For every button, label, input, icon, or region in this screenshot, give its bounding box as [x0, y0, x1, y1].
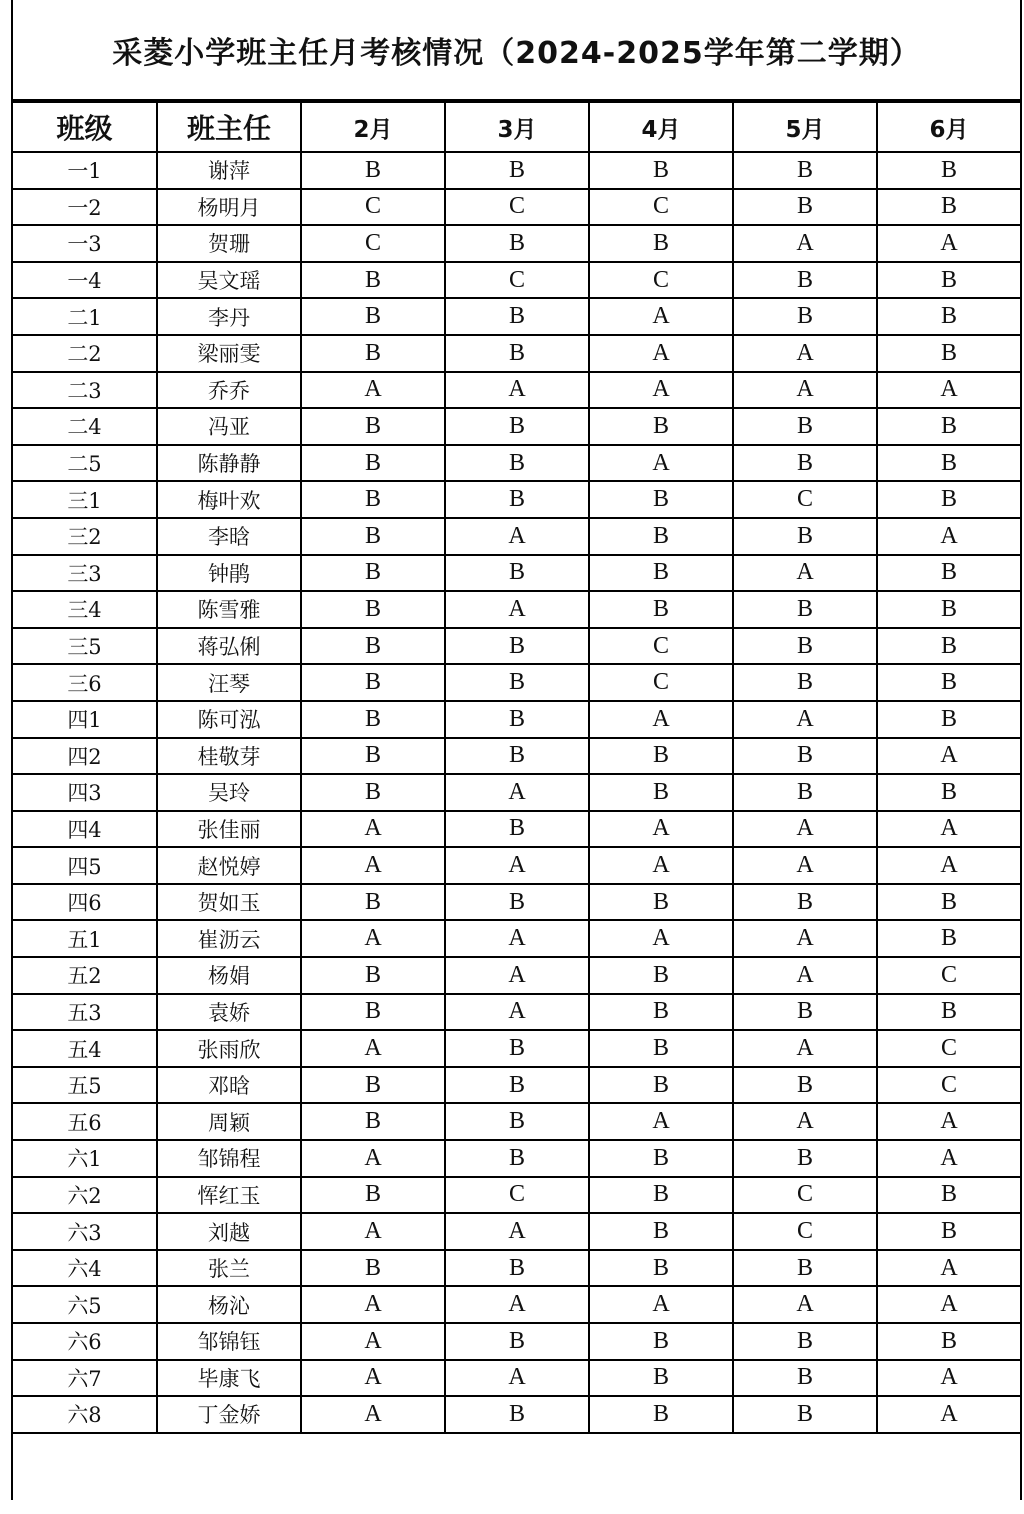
- mar-grade-cell: B: [445, 884, 589, 921]
- apr-grade-cell: B: [589, 994, 733, 1031]
- class-cell: 五5: [13, 1067, 157, 1104]
- mar-grade-cell: A: [445, 774, 589, 811]
- class-cell: 五2: [13, 957, 157, 994]
- class-cell: 二4: [13, 408, 157, 445]
- assessment-table: [13, 101, 1020, 1434]
- apr-grade-cell: B: [589, 1213, 733, 1250]
- feb-grade-cell: C: [301, 189, 445, 226]
- jun-grade-cell: A: [877, 1103, 1020, 1140]
- apr-grade-cell: B: [589, 1250, 733, 1287]
- class-cell: 四6: [13, 884, 157, 921]
- apr-grade-cell: B: [589, 481, 733, 518]
- mar-grade-cell: A: [445, 994, 589, 1031]
- teacher-cell: 毕康飞: [157, 1360, 301, 1397]
- feb-grade-cell: B: [301, 628, 445, 665]
- jun-grade-cell: A: [877, 225, 1020, 262]
- table-row: [13, 774, 1020, 811]
- table-row: [13, 738, 1020, 775]
- table-row: [13, 1213, 1020, 1250]
- apr-grade-cell: B: [589, 1396, 733, 1433]
- feb-grade-cell: A: [301, 920, 445, 957]
- table-row: [13, 628, 1020, 665]
- mar-grade-cell: A: [445, 372, 589, 409]
- table-row: [13, 1360, 1020, 1397]
- jun-grade-cell: B: [877, 1213, 1020, 1250]
- jun-grade-cell: B: [877, 591, 1020, 628]
- feb-grade-cell: B: [301, 408, 445, 445]
- may-grade-cell: B: [733, 664, 877, 701]
- may-grade-cell: A: [733, 335, 877, 372]
- jun-grade-cell: C: [877, 957, 1020, 994]
- apr-grade-cell: B: [589, 1323, 733, 1360]
- feb-grade-cell: A: [301, 372, 445, 409]
- may-grade-cell: B: [733, 408, 877, 445]
- may-grade-cell: B: [733, 152, 877, 189]
- teacher-cell: 冯亚: [157, 408, 301, 445]
- teacher-cell: 杨娟: [157, 957, 301, 994]
- class-cell: 三5: [13, 628, 157, 665]
- teacher-cell: 张兰: [157, 1250, 301, 1287]
- may-grade-cell: B: [733, 994, 877, 1031]
- may-grade-cell: B: [733, 884, 877, 921]
- mar-grade-cell: B: [445, 408, 589, 445]
- apr-grade-cell: A: [589, 1286, 733, 1323]
- mar-grade-cell: B: [445, 298, 589, 335]
- apr-grade-cell: A: [589, 811, 733, 848]
- table-row: [13, 1250, 1020, 1287]
- apr-grade-cell: B: [589, 1177, 733, 1214]
- teacher-cell: 邹锦程: [157, 1140, 301, 1177]
- apr-grade-cell: B: [589, 152, 733, 189]
- jun-grade-cell: A: [877, 811, 1020, 848]
- table-row: [13, 1323, 1020, 1360]
- table-row: [13, 957, 1020, 994]
- feb-grade-cell: A: [301, 811, 445, 848]
- feb-grade-cell: B: [301, 664, 445, 701]
- feb-grade-cell: A: [301, 1140, 445, 1177]
- may-grade-cell: A: [733, 847, 877, 884]
- teacher-cell: 恽红玉: [157, 1177, 301, 1214]
- teacher-cell: 杨明月: [157, 189, 301, 226]
- feb-grade-cell: B: [301, 262, 445, 299]
- may-grade-cell: A: [733, 811, 877, 848]
- apr-grade-cell: B: [589, 225, 733, 262]
- class-cell: 六5: [13, 1286, 157, 1323]
- mar-grade-cell: C: [445, 1177, 589, 1214]
- class-cell: 五4: [13, 1030, 157, 1067]
- table-row: [13, 1067, 1020, 1104]
- mar-grade-cell: B: [445, 225, 589, 262]
- class-cell: 四2: [13, 738, 157, 775]
- teacher-cell: 邓晗: [157, 1067, 301, 1104]
- table-row: [13, 262, 1020, 299]
- teacher-cell: 丁金娇: [157, 1396, 301, 1433]
- class-cell: 三2: [13, 518, 157, 555]
- jun-grade-cell: B: [877, 408, 1020, 445]
- teacher-cell: 李晗: [157, 518, 301, 555]
- mar-grade-cell: B: [445, 811, 589, 848]
- feb-grade-cell: B: [301, 555, 445, 592]
- jun-grade-cell: B: [877, 481, 1020, 518]
- apr-grade-cell: C: [589, 664, 733, 701]
- may-grade-cell: A: [733, 555, 877, 592]
- may-grade-cell: B: [733, 262, 877, 299]
- teacher-cell: 陈可泓: [157, 701, 301, 738]
- teacher-cell: 陈静静: [157, 445, 301, 482]
- may-grade-cell: A: [733, 1286, 877, 1323]
- table-row: [13, 1177, 1020, 1214]
- mar-grade-cell: B: [445, 628, 589, 665]
- mar-grade-cell: B: [445, 1067, 589, 1104]
- table-row: [13, 555, 1020, 592]
- class-cell: 六3: [13, 1213, 157, 1250]
- may-grade-cell: B: [733, 628, 877, 665]
- mar-grade-cell: B: [445, 445, 589, 482]
- apr-grade-cell: A: [589, 847, 733, 884]
- table-row: [13, 1140, 1020, 1177]
- jun-grade-cell: A: [877, 738, 1020, 775]
- may-grade-cell: C: [733, 1213, 877, 1250]
- teacher-cell: 张佳丽: [157, 811, 301, 848]
- header-mar: 3月: [445, 102, 589, 152]
- table-row: [13, 408, 1020, 445]
- table-row: [13, 811, 1020, 848]
- may-grade-cell: B: [733, 591, 877, 628]
- apr-grade-cell: B: [589, 774, 733, 811]
- jun-grade-cell: A: [877, 518, 1020, 555]
- teacher-cell: 袁娇: [157, 994, 301, 1031]
- mar-grade-cell: B: [445, 1396, 589, 1433]
- header-apr: 4月: [589, 102, 733, 152]
- mar-grade-cell: B: [445, 335, 589, 372]
- class-cell: 二2: [13, 335, 157, 372]
- may-grade-cell: B: [733, 738, 877, 775]
- jun-grade-cell: A: [877, 1396, 1020, 1433]
- mar-grade-cell: A: [445, 1213, 589, 1250]
- mar-grade-cell: A: [445, 1286, 589, 1323]
- jun-grade-cell: A: [877, 372, 1020, 409]
- class-cell: 四1: [13, 701, 157, 738]
- table-row: [13, 884, 1020, 921]
- may-grade-cell: B: [733, 1250, 877, 1287]
- apr-grade-cell: B: [589, 1067, 733, 1104]
- may-grade-cell: A: [733, 920, 877, 957]
- table-row: [13, 518, 1020, 555]
- jun-grade-cell: A: [877, 1250, 1020, 1287]
- mar-grade-cell: A: [445, 1360, 589, 1397]
- may-grade-cell: A: [733, 701, 877, 738]
- feb-grade-cell: B: [301, 152, 445, 189]
- feb-grade-cell: C: [301, 225, 445, 262]
- teacher-cell: 蒋弘俐: [157, 628, 301, 665]
- teacher-cell: 汪琴: [157, 664, 301, 701]
- assessment-sheet: [11, 0, 1022, 1500]
- may-grade-cell: A: [733, 957, 877, 994]
- jun-grade-cell: A: [877, 1360, 1020, 1397]
- table-row: [13, 1286, 1020, 1323]
- jun-grade-cell: B: [877, 994, 1020, 1031]
- page-title: 采菱小学班主任月考核情况（2024-2025学年第二学期）: [13, 0, 1020, 101]
- apr-grade-cell: B: [589, 408, 733, 445]
- table-row: [13, 189, 1020, 226]
- may-grade-cell: A: [733, 1030, 877, 1067]
- feb-grade-cell: A: [301, 1286, 445, 1323]
- mar-grade-cell: B: [445, 1030, 589, 1067]
- may-grade-cell: B: [733, 1067, 877, 1104]
- jun-grade-cell: B: [877, 1177, 1020, 1214]
- table-row: [13, 1103, 1020, 1140]
- feb-grade-cell: B: [301, 994, 445, 1031]
- mar-grade-cell: B: [445, 1250, 589, 1287]
- teacher-cell: 吴文瑶: [157, 262, 301, 299]
- table-row: [13, 335, 1020, 372]
- may-grade-cell: B: [733, 1360, 877, 1397]
- class-cell: 一1: [13, 152, 157, 189]
- jun-grade-cell: B: [877, 664, 1020, 701]
- class-cell: 四4: [13, 811, 157, 848]
- apr-grade-cell: A: [589, 372, 733, 409]
- apr-grade-cell: A: [589, 1103, 733, 1140]
- jun-grade-cell: C: [877, 1030, 1020, 1067]
- teacher-cell: 陈雪雅: [157, 591, 301, 628]
- table-row: [13, 701, 1020, 738]
- header-feb: 2月: [301, 102, 445, 152]
- teacher-cell: 杨沁: [157, 1286, 301, 1323]
- apr-grade-cell: A: [589, 335, 733, 372]
- apr-grade-cell: A: [589, 445, 733, 482]
- feb-grade-cell: B: [301, 1250, 445, 1287]
- class-cell: 三6: [13, 664, 157, 701]
- table-row: [13, 481, 1020, 518]
- may-grade-cell: B: [733, 298, 877, 335]
- header-jun: 6月: [877, 102, 1020, 152]
- jun-grade-cell: B: [877, 335, 1020, 372]
- jun-grade-cell: B: [877, 1323, 1020, 1360]
- jun-grade-cell: B: [877, 774, 1020, 811]
- teacher-cell: 邹锦钰: [157, 1323, 301, 1360]
- jun-grade-cell: B: [877, 884, 1020, 921]
- feb-grade-cell: A: [301, 1360, 445, 1397]
- teacher-cell: 钟鹃: [157, 555, 301, 592]
- mar-grade-cell: B: [445, 1103, 589, 1140]
- table-row: [13, 1396, 1020, 1433]
- may-grade-cell: B: [733, 1396, 877, 1433]
- table-row: [13, 847, 1020, 884]
- apr-grade-cell: B: [589, 555, 733, 592]
- feb-grade-cell: A: [301, 1030, 445, 1067]
- mar-grade-cell: B: [445, 701, 589, 738]
- header-row: [13, 102, 1020, 152]
- apr-grade-cell: B: [589, 1030, 733, 1067]
- teacher-cell: 张雨欣: [157, 1030, 301, 1067]
- class-cell: 六1: [13, 1140, 157, 1177]
- mar-grade-cell: B: [445, 481, 589, 518]
- table-row: [13, 591, 1020, 628]
- feb-grade-cell: A: [301, 1323, 445, 1360]
- jun-grade-cell: B: [877, 445, 1020, 482]
- table-row: [13, 1030, 1020, 1067]
- apr-grade-cell: C: [589, 189, 733, 226]
- mar-grade-cell: A: [445, 591, 589, 628]
- class-cell: 一3: [13, 225, 157, 262]
- class-cell: 四3: [13, 774, 157, 811]
- jun-grade-cell: B: [877, 262, 1020, 299]
- may-grade-cell: A: [733, 1103, 877, 1140]
- table-row: [13, 225, 1020, 262]
- feb-grade-cell: B: [301, 1067, 445, 1104]
- may-grade-cell: C: [733, 481, 877, 518]
- class-cell: 二3: [13, 372, 157, 409]
- jun-grade-cell: B: [877, 701, 1020, 738]
- teacher-cell: 梁丽雯: [157, 335, 301, 372]
- jun-grade-cell: B: [877, 152, 1020, 189]
- class-cell: 五1: [13, 920, 157, 957]
- feb-grade-cell: B: [301, 481, 445, 518]
- class-cell: 五3: [13, 994, 157, 1031]
- table-row: [13, 152, 1020, 189]
- jun-grade-cell: A: [877, 847, 1020, 884]
- class-cell: 二5: [13, 445, 157, 482]
- teacher-cell: 桂敬芽: [157, 738, 301, 775]
- feb-grade-cell: B: [301, 298, 445, 335]
- teacher-cell: 贺珊: [157, 225, 301, 262]
- apr-grade-cell: B: [589, 738, 733, 775]
- header-may: 5月: [733, 102, 877, 152]
- feb-grade-cell: B: [301, 738, 445, 775]
- class-cell: 六2: [13, 1177, 157, 1214]
- teacher-cell: 刘越: [157, 1213, 301, 1250]
- teacher-cell: 赵悦婷: [157, 847, 301, 884]
- header-teacher: 班主任: [157, 102, 301, 152]
- apr-grade-cell: A: [589, 298, 733, 335]
- teacher-cell: 崔沥云: [157, 920, 301, 957]
- jun-grade-cell: B: [877, 298, 1020, 335]
- teacher-cell: 谢萍: [157, 152, 301, 189]
- jun-grade-cell: A: [877, 1286, 1020, 1323]
- mar-grade-cell: A: [445, 847, 589, 884]
- teacher-cell: 贺如玉: [157, 884, 301, 921]
- may-grade-cell: A: [733, 372, 877, 409]
- may-grade-cell: B: [733, 518, 877, 555]
- mar-grade-cell: C: [445, 262, 589, 299]
- may-grade-cell: A: [733, 225, 877, 262]
- teacher-cell: 梅叶欢: [157, 481, 301, 518]
- apr-grade-cell: B: [589, 591, 733, 628]
- apr-grade-cell: B: [589, 1360, 733, 1397]
- table-row: [13, 372, 1020, 409]
- mar-grade-cell: A: [445, 518, 589, 555]
- class-cell: 一4: [13, 262, 157, 299]
- mar-grade-cell: B: [445, 738, 589, 775]
- class-cell: 四5: [13, 847, 157, 884]
- mar-grade-cell: B: [445, 1323, 589, 1360]
- jun-grade-cell: A: [877, 1140, 1020, 1177]
- jun-grade-cell: B: [877, 555, 1020, 592]
- class-cell: 三1: [13, 481, 157, 518]
- class-cell: 一2: [13, 189, 157, 226]
- may-grade-cell: B: [733, 774, 877, 811]
- apr-grade-cell: B: [589, 518, 733, 555]
- feb-grade-cell: A: [301, 1396, 445, 1433]
- mar-grade-cell: B: [445, 1140, 589, 1177]
- teacher-cell: 李丹: [157, 298, 301, 335]
- feb-grade-cell: B: [301, 774, 445, 811]
- table-row: [13, 298, 1020, 335]
- table-row: [13, 445, 1020, 482]
- jun-grade-cell: C: [877, 1067, 1020, 1104]
- feb-grade-cell: B: [301, 335, 445, 372]
- table-row: [13, 920, 1020, 957]
- feb-grade-cell: A: [301, 1213, 445, 1250]
- table-row: [13, 994, 1020, 1031]
- class-cell: 六4: [13, 1250, 157, 1287]
- apr-grade-cell: C: [589, 628, 733, 665]
- class-cell: 六7: [13, 1360, 157, 1397]
- may-grade-cell: B: [733, 189, 877, 226]
- mar-grade-cell: B: [445, 664, 589, 701]
- apr-grade-cell: B: [589, 1140, 733, 1177]
- class-cell: 三4: [13, 591, 157, 628]
- apr-grade-cell: B: [589, 884, 733, 921]
- jun-grade-cell: B: [877, 628, 1020, 665]
- class-cell: 二1: [13, 298, 157, 335]
- teacher-cell: 乔乔: [157, 372, 301, 409]
- may-grade-cell: B: [733, 1140, 877, 1177]
- feb-grade-cell: B: [301, 701, 445, 738]
- may-grade-cell: C: [733, 1177, 877, 1214]
- table-row: [13, 664, 1020, 701]
- feb-grade-cell: B: [301, 1103, 445, 1140]
- class-cell: 五6: [13, 1103, 157, 1140]
- class-cell: 六6: [13, 1323, 157, 1360]
- apr-grade-cell: A: [589, 920, 733, 957]
- mar-grade-cell: A: [445, 920, 589, 957]
- feb-grade-cell: B: [301, 445, 445, 482]
- feb-grade-cell: B: [301, 518, 445, 555]
- feb-grade-cell: A: [301, 847, 445, 884]
- class-cell: 六8: [13, 1396, 157, 1433]
- mar-grade-cell: C: [445, 189, 589, 226]
- feb-grade-cell: B: [301, 591, 445, 628]
- may-grade-cell: B: [733, 445, 877, 482]
- feb-grade-cell: B: [301, 884, 445, 921]
- may-grade-cell: B: [733, 1323, 877, 1360]
- jun-grade-cell: B: [877, 189, 1020, 226]
- mar-grade-cell: A: [445, 957, 589, 994]
- mar-grade-cell: B: [445, 152, 589, 189]
- apr-grade-cell: A: [589, 701, 733, 738]
- feb-grade-cell: B: [301, 957, 445, 994]
- teacher-cell: 周颖: [157, 1103, 301, 1140]
- class-cell: 三3: [13, 555, 157, 592]
- jun-grade-cell: B: [877, 920, 1020, 957]
- header-class: 班级: [13, 102, 157, 152]
- mar-grade-cell: B: [445, 555, 589, 592]
- feb-grade-cell: B: [301, 1177, 445, 1214]
- teacher-cell: 吴玲: [157, 774, 301, 811]
- apr-grade-cell: C: [589, 262, 733, 299]
- apr-grade-cell: B: [589, 957, 733, 994]
